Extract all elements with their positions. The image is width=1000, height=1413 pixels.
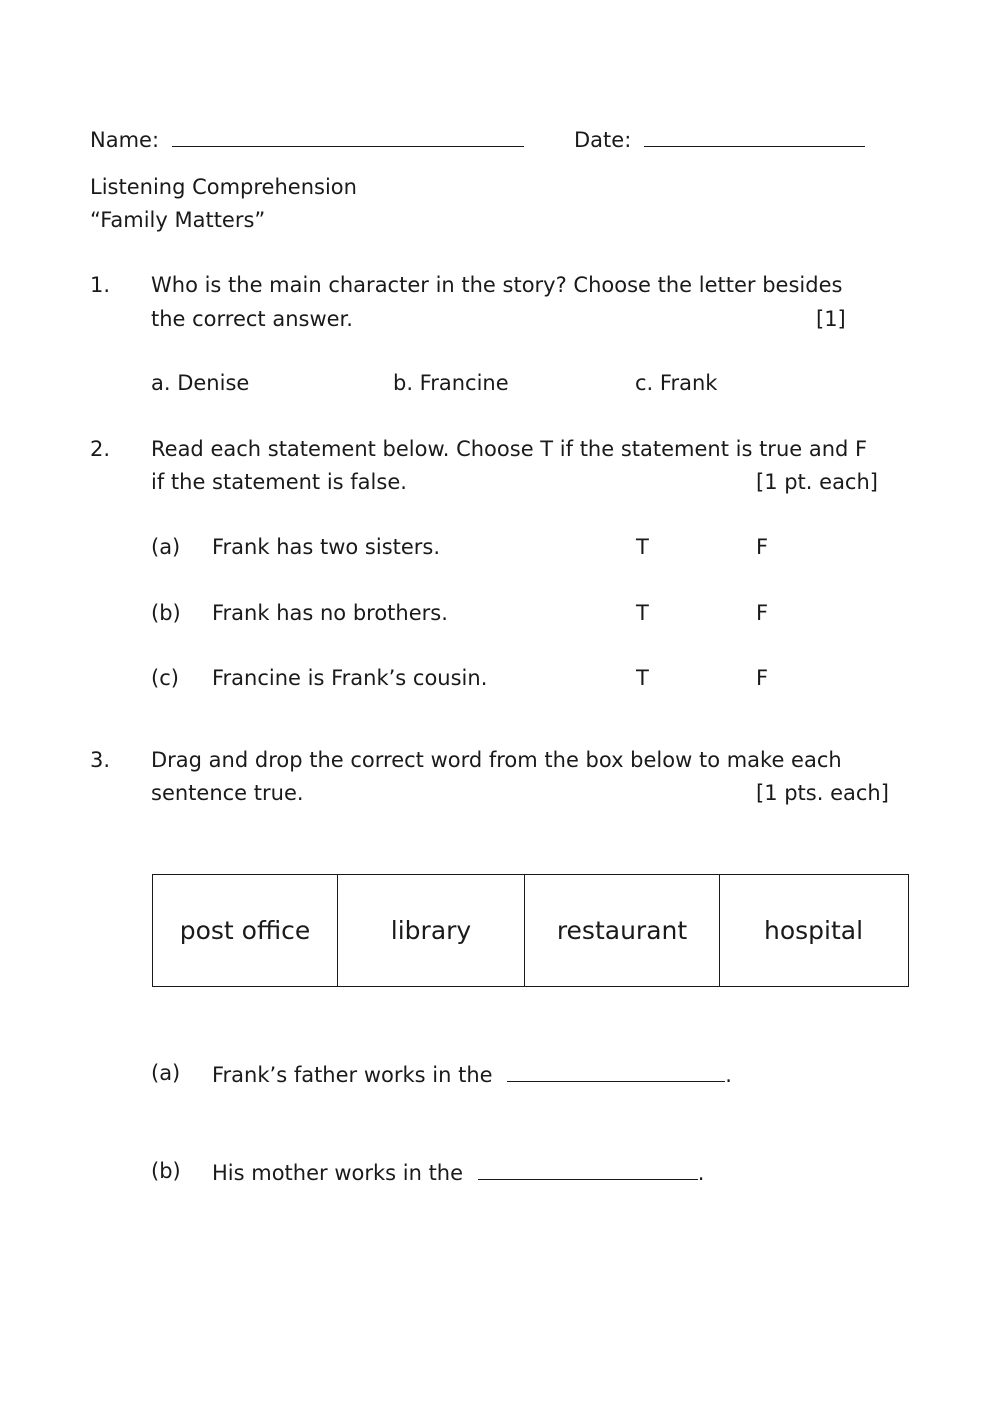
q3-sentence-b bbox=[212, 1161, 704, 1184]
word-hospital[interactable]: hospital bbox=[763, 916, 864, 945]
q2-statement-c-label: (c) bbox=[151, 666, 179, 690]
date-field[interactable] bbox=[574, 128, 865, 151]
q2-number: 2. bbox=[90, 437, 111, 461]
q3-sentence-a-period: . bbox=[725, 1063, 732, 1087]
date-blank[interactable] bbox=[644, 128, 865, 147]
word-library[interactable]: library bbox=[338, 875, 525, 986]
q3-number: 3. bbox=[90, 748, 111, 772]
q2-statement-c-true[interactable]: T bbox=[636, 666, 649, 690]
q2-statement-b-text: Frank has no brothers. bbox=[212, 601, 448, 625]
q3-sentence-b-label: (b) bbox=[151, 1159, 181, 1183]
q2-statement-c-text: Francine is Frank’s cousin. bbox=[212, 666, 488, 690]
q2-statement-c-false[interactable]: F bbox=[756, 666, 769, 690]
word-bank bbox=[152, 874, 909, 987]
word-restaurant[interactable]: restaurant bbox=[525, 875, 720, 986]
q3-points: [1 pts. each] bbox=[756, 781, 889, 805]
q1-option-c[interactable]: c. Frank bbox=[635, 371, 718, 395]
q3-text-line1: Drag and drop the correct word from the box below to make each bbox=[151, 748, 842, 772]
q3-sentence-a bbox=[212, 1063, 732, 1086]
q3-sentence-a-drop-zone[interactable] bbox=[507, 1063, 725, 1082]
q3-sentence-b-drop-zone[interactable] bbox=[478, 1161, 698, 1180]
q1-points: [1] bbox=[816, 307, 846, 331]
q1-number: 1. bbox=[90, 273, 111, 297]
word-post-office[interactable]: post office bbox=[153, 875, 338, 986]
q3-text-line2: sentence true. bbox=[151, 781, 304, 805]
q1-option-a[interactable]: a. Denise bbox=[151, 371, 250, 395]
q3-sentence-a-label: (a) bbox=[151, 1061, 181, 1085]
name-blank[interactable] bbox=[172, 128, 524, 147]
name-label: Name: bbox=[90, 128, 160, 152]
name-field[interactable] bbox=[90, 128, 524, 151]
q2-statement-a-true[interactable]: T bbox=[636, 535, 649, 559]
q3-sentence-b-text: His mother works in the bbox=[212, 1161, 464, 1185]
q2-statement-b-true[interactable]: T bbox=[636, 601, 649, 625]
q2-text-line1: Read each statement below. Choose T if the statement is true and F bbox=[151, 437, 868, 461]
q2-statement-a-false[interactable]: F bbox=[756, 535, 769, 559]
q2-statement-a-text: Frank has two sisters. bbox=[212, 535, 441, 559]
q2-points: [1 pt. each] bbox=[756, 470, 878, 494]
q2-statement-b-false[interactable]: F bbox=[756, 601, 769, 625]
q3-sentence-b-period: . bbox=[697, 1161, 705, 1185]
q1-text-line2: the correct answer. bbox=[151, 307, 353, 331]
q3-sentence-a-text: Frank’s father works in the bbox=[212, 1063, 493, 1087]
worksheet-title: Listening Comprehension bbox=[90, 175, 357, 199]
q1-option-b[interactable]: b. Francine bbox=[393, 371, 509, 395]
q2-statement-b-label: (b) bbox=[151, 601, 181, 625]
q1-text-line1: Who is the main character in the story? Choose the letter besides bbox=[151, 273, 843, 297]
worksheet-subtitle: “Family Matters” bbox=[90, 208, 266, 232]
date-label: Date: bbox=[574, 128, 632, 152]
q2-statement-a-label: (a) bbox=[151, 535, 181, 559]
q2-text-line2: if the statement is false. bbox=[151, 470, 407, 494]
